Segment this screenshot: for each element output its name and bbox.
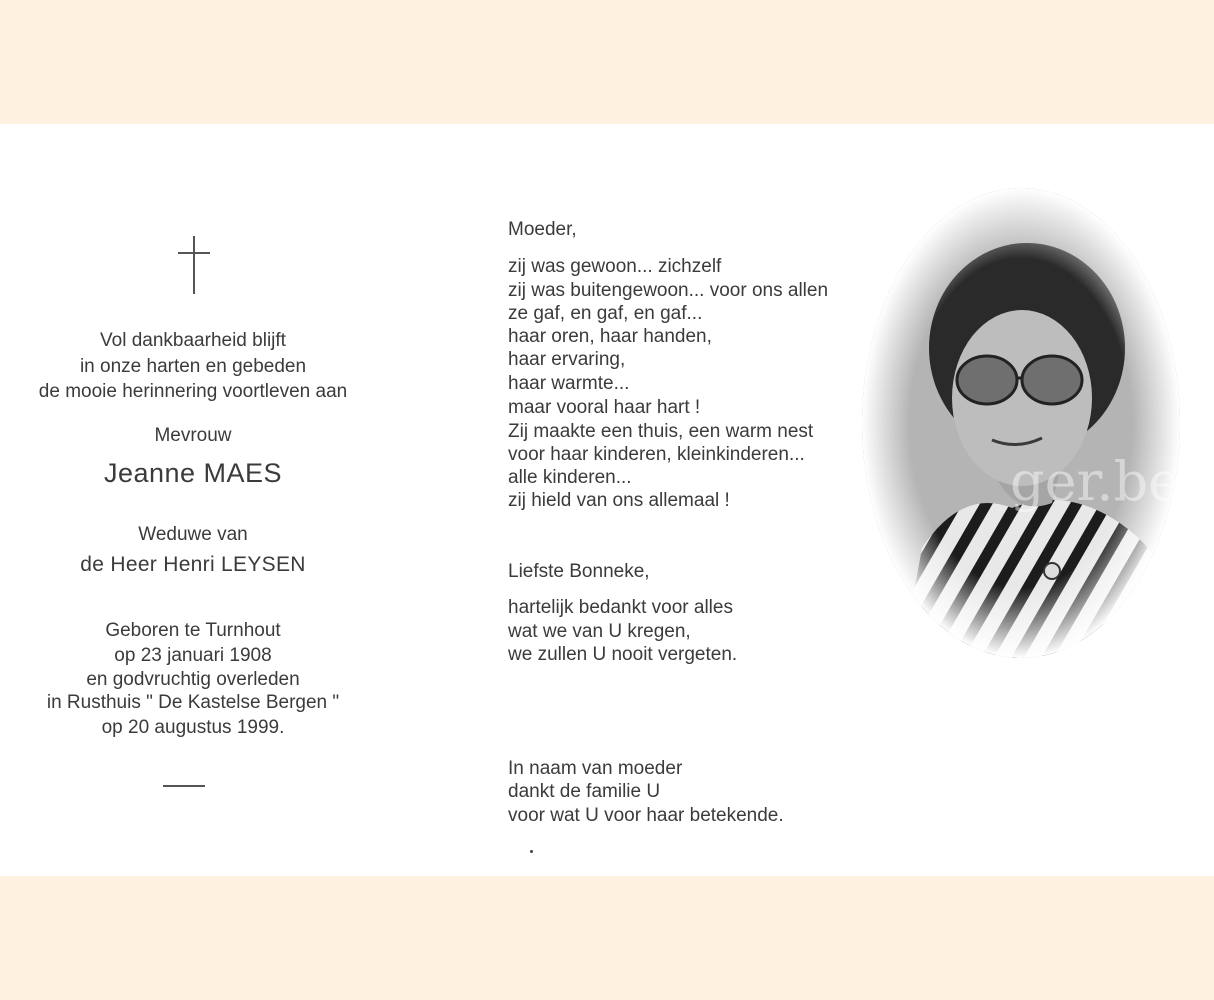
death-date: op 20 augustus 1999.	[101, 717, 285, 738]
cross-icon	[178, 236, 210, 294]
closing-line: In naam van moeder	[508, 758, 683, 779]
bottom-background-band	[0, 876, 1214, 1000]
poem-line: maar vooral haar hart !	[508, 397, 701, 418]
print-speck	[530, 850, 533, 853]
salutation: Moeder,	[508, 219, 577, 240]
poem-line: ze gaf, en gaf, en gaf...	[508, 303, 703, 324]
closing-line: dankt de familie U	[508, 781, 661, 802]
death-statement: en godvruchtig overleden	[86, 669, 300, 690]
top-background-band	[0, 0, 1214, 124]
intro-line-3: de mooie herinnering voortleven aan	[38, 381, 348, 402]
poem-line: Zij maakte een thuis, een warm nest	[508, 421, 814, 442]
thanks-line: wat we van U kregen,	[508, 621, 691, 642]
poem-line: voor haar kinderen, kleinkinderen...	[508, 444, 805, 465]
portrait-photo	[862, 188, 1180, 658]
poem-line: zij was gewoon... zichzelf	[508, 256, 722, 277]
watermark-text: ger.be	[1010, 450, 1181, 513]
honorific: Mevrouw	[154, 425, 232, 446]
second-salutation: Liefste Bonneke,	[508, 561, 650, 582]
poem-line: haar ervaring,	[508, 349, 626, 370]
poem-line: alle kinderen...	[508, 467, 632, 488]
poem-line: haar oren, haar handen,	[508, 326, 712, 347]
thanks-line: hartelijk bedankt voor alles	[508, 597, 733, 618]
deceased-name: Jeanne MAES	[103, 458, 283, 488]
closing-line: voor wat U voor haar betekende.	[508, 805, 784, 826]
portrait-illustration	[862, 188, 1180, 658]
husband-name: de Heer Henri LEYSEN	[80, 553, 306, 576]
poem-line: haar warmte...	[508, 373, 630, 394]
divider	[163, 785, 205, 787]
widow-label: Weduwe van	[138, 524, 248, 545]
intro-line-2: in onze harten en gebeden	[79, 356, 307, 377]
death-place: in Rusthuis " De Kastelse Bergen "	[46, 692, 340, 713]
thanks-line: we zullen U nooit vergeten.	[508, 644, 738, 665]
birth-place: Geboren te Turnhout	[105, 620, 281, 641]
poem-line: zij hield van ons allemaal !	[508, 490, 730, 511]
birth-date: op 23 januari 1908	[114, 645, 272, 666]
poem-line: zij was buitengewoon... voor ons allen	[508, 280, 829, 301]
intro-line-1: Vol dankbaarheid blijft	[100, 330, 286, 351]
